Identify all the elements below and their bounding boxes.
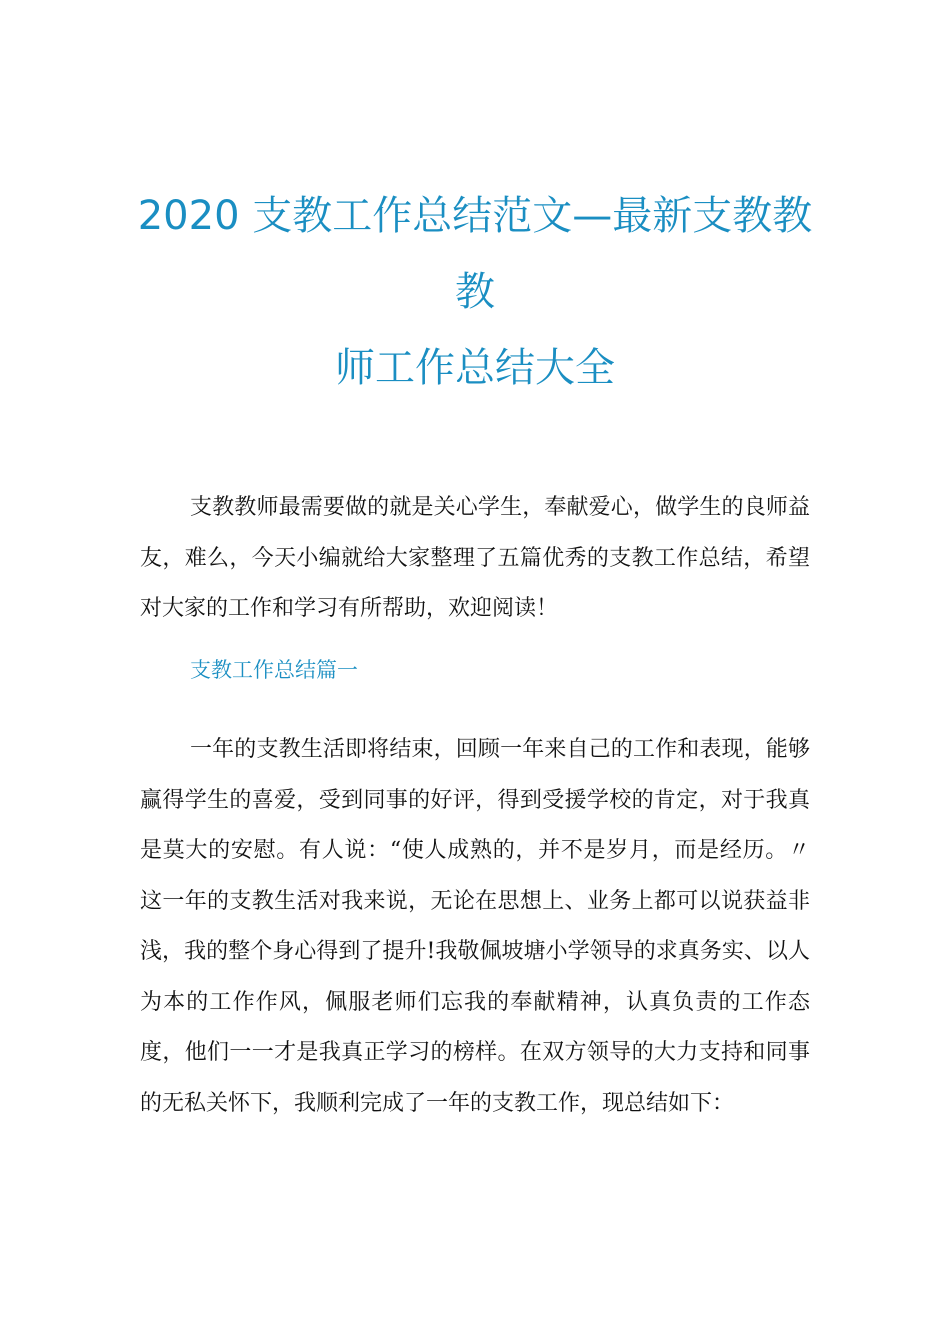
section-heading: 支教工作总结篇一 bbox=[190, 658, 358, 682]
document-title-line-3: 师工作总结大全 bbox=[335, 345, 615, 391]
section-body-paragraph: 一年的支教生活即将结束，回顾一年来自己的工作和表现，能够赢得学生的喜爱，受到同事的好评，得到受援学校的肯定，对于我真是莫大的安慰。有人说：“使人成熟的，并不是岁月，而是经历。〃这一年的支教生活对我来说，无论在思想上、业务上都可以说获益非浅，我的整个身心得到了提升!我敬佩坡塘小学领导的求真务实、以人为本的工作作风，佩服老师们忘我的奉献精神，认真负责的工作态度，他们一一才是我真正学习的榜样。在双方领导的大力支持和同事的无私关怀下，我顺利完成了一年的支教工作，现总结如下： bbox=[140, 737, 810, 1116]
document-title-line-1: 2020 支教工作总结范文—最新支教教 bbox=[137, 193, 813, 239]
document-title-line-2: 教 bbox=[455, 269, 495, 315]
intro-paragraph: 支教教师最需要做的就是关心学生，奉献爱心，做学生的良师益友，难么，今天小编就给大家整理了五篇优秀的支教工作总结，希望对大家的工作和学习有所帮助，欢迎阅读！ bbox=[140, 495, 810, 621]
